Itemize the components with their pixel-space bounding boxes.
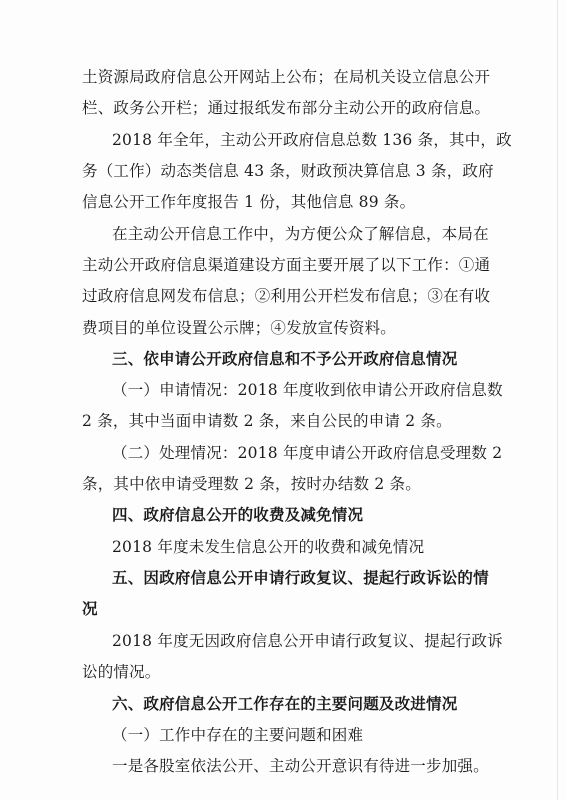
section-6-body: 一是各股室依法公开、主动公开意识有待进一步加强。 (112, 757, 489, 775)
section-3-heading: 三、依申请公开政府信息和不予公开政府信息情况 (112, 349, 458, 368)
section-5-heading-line-2: 况 (82, 599, 98, 618)
section-6-sub-heading: （一）工作中存在的主要问题和困难 (112, 726, 364, 744)
paragraph-2-line-1: 2018 年全年，主动公开政府信息总数 136 条，其中，政 (112, 131, 512, 149)
paragraph-2-line-2: 务（工作）动态类信息 43 条，财政预决算信息 3 条，政府 (82, 162, 494, 180)
paragraph-3-line-1: 在主动公开信息工作中，为方便公众了解信息，本局在 (112, 225, 489, 243)
section-4-heading: 四、政府信息公开的收费及减免情况 (112, 505, 364, 524)
paragraph-1-line-1: 土资源局政府信息公开网站上公布；在局机关设立信息公开 (82, 68, 491, 86)
section-3-item-2-line-1: （二）处理情况：2018 年度申请公开政府信息受理数 2 (112, 444, 503, 462)
paragraph-2-line-3: 信息公开工作年度报告 1 份，其他信息 89 条。 (82, 193, 416, 211)
section-6-heading: 六、政府信息公开工作存在的主要问题及改进情况 (112, 694, 458, 713)
section-3-item-1-line-2: 2 条，其中当面申请数 2 条，来自公民的申请 2 条。 (82, 412, 452, 430)
paragraph-1-line-2: 栏、政务公开栏；通过报纸发布部分主动公开的政府信息。 (82, 99, 491, 117)
page-edge-divider (557, 0, 558, 800)
paragraph-3-line-4: 费项目的单位设置公示牌；④发放宣传资料。 (82, 319, 397, 337)
paragraph-3-line-2: 主动公开政府信息渠道建设方面主要开展了以下工作：①通 (82, 256, 491, 274)
section-4-body: 2018 年度未发生信息公开的收费和减免情况 (112, 538, 425, 556)
section-5-body-line-1: 2018 年度无因政府信息公开申请行政复议、提起行政诉 (112, 632, 503, 650)
section-5-heading-line-1: 五、因政府信息公开申请行政复议、提起行政诉讼的情 (112, 568, 489, 587)
section-5-body-line-2: 讼的情况。 (82, 663, 161, 681)
section-3-item-2-line-2: 条，其中依申请受理数 2 条，按时办结数 2 条。 (82, 475, 421, 493)
section-3-item-1-line-1: （一）申请情况：2018 年度收到依申请公开政府信息数 (112, 381, 503, 399)
paragraph-3-line-3: 过政府信息网发布信息；②利用公开栏发布信息；③在有收 (82, 287, 491, 305)
